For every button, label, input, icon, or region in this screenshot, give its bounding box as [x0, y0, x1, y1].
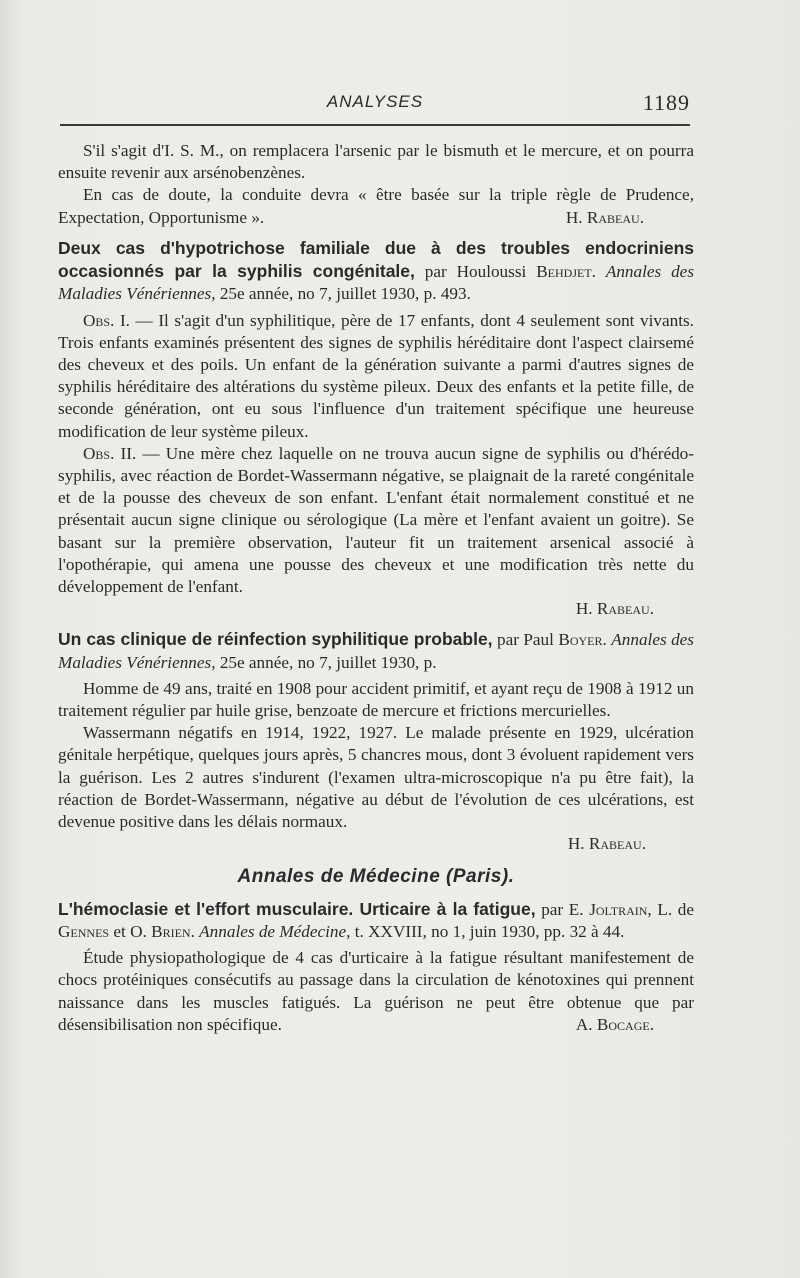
signature: A. Bocage. [575, 1014, 654, 1034]
journal-reference: 25e année, no 7, juillet 1930, p. [215, 652, 437, 672]
section-heading: Annales de Médecine (Paris). [237, 865, 515, 887]
article-title: L'hémoclasie et l'effort musculaire. Urticaire à la fatigue, [58, 898, 536, 919]
signature: H. Rabeau. [575, 599, 654, 619]
article-title: Deux cas d'hypotrichose familiale due à des troubles endocriniens occasionnés par la syphilis congénitale, [58, 238, 694, 282]
body-paragraph: Homme de 49 ans, traité en 1908 pour accident primitif, et ayant reçu de 1908 à 1912 un traitement régulier par huile grise, benzoate de mercure et frictions mercurielles. [58, 678, 694, 721]
author-name: Joltrain, [589, 899, 652, 919]
page-content [58, 140, 694, 1036]
header-rule [60, 124, 690, 126]
intro-paragraph-2: En cas de doute, la conduite devra « être basée sur la triple règle de Prudence, Expectation, Opportunisme ». [58, 185, 694, 227]
article-heading: Deux cas d'hypotrichose familiale due à des troubles endocriniens occasionnés par la syphilis congénitale, par Houloussi Behdjet. Annales des Maladies Vénériennes, 25e année, no 7, juillet 1930, p. 493. [58, 238, 695, 304]
journal-name: Annales des Maladies Vénériennes, [58, 262, 695, 304]
intro-paragraph-1: S'il s'agit d'I. S. M., on remplacera l'arsenic par le bismuth et le mercure, et on pourra ensuite revenir aux arsénobenzènes. [58, 141, 694, 183]
body-paragraph: Wassermann négatifs en 1914, 1922, 1927. Le malade présente en 1929, ulcération génitale herpétique, quelques jours après, 5 chancres mous, dont 3 évoluent rapidement vers la guérison. Les 2 autres s'indurent (l'examen ultra-microscopique n'a pu être fait), la réaction de Bordet-Wassermann, négative au début de l'évolution de ces ulcérations, est devenue positive dans les délais normaux. [58, 723, 694, 832]
page-header [60, 92, 690, 122]
journal-name: Annales de Médecine, [199, 921, 351, 941]
author-name: Boyer. [558, 630, 607, 650]
page-number: 1189 [642, 90, 690, 115]
author-name: Brien. [151, 921, 195, 941]
signature: H. Rabeau. [565, 207, 644, 227]
observation-1: Obs. I. — Il s'agit d'un syphilitique, père de 17 enfants, dont 4 seulement sont vivants. Trois enfants examinés présentent des signes de syphilis héréditaire dont l'aspect clairsemé des cheveux et des poils. Un enfant de la génération suivante a parmi d'autres signes de syphilis héréditaire des altérations du système pileux. Deux des enfants et la petite fille, de seconde génération, ont eu sous l'influence d'un traitement spécifique une heureuse modification de leur système pileux. [58, 310, 694, 441]
running-title: ANALYSES [326, 92, 424, 111]
article-title: Un cas clinique de réinfection syphilitique probable, [58, 629, 493, 650]
author-name: Behdjet [536, 262, 592, 282]
journal-name: Annales des Maladies Vénériennes, [58, 630, 694, 672]
article-heading: L'hémoclasie et l'effort musculaire. Urticaire à la fatigue, par E. Joltrain, L. de Gennes et O. Brien. Annales de Médecine, t. XXVIII, no 1, juin 1930, pp. 32 à 44. [58, 898, 694, 941]
article-heading: Un cas clinique de réinfection syphilitique probable, par Paul Boyer. Annales des Maladies Vénériennes, 25e année, no 7, juillet 1930, p. [58, 629, 694, 672]
author-name: Gennes [58, 921, 110, 941]
journal-reference: 25e année, no 7, juillet 1930, p. 493. [215, 284, 471, 304]
body-paragraph: Étude physiopathologique de 4 cas d'urticaire à la fatigue résultant manifestement de chocs protéiniques consécutifs au passage dans la circulation de kénotoxines qui prennent naissance dans les muscles fatigués. La guérison ne peut être obtenue que par désensibilisation non spécifique. [58, 948, 694, 1034]
observation-2: Obs. II. — Une mère chez laquelle on ne trouva aucun signe de syphilis ou d'hérédo-syphilis, avec réaction de Bordet-Wassermann négative, se plaignait de la rareté congénitale et de la pousse des cheveux de son enfant. L'enfant était normalement constitué et ne présentait aucun signe clinique ou sérologique (La mère et l'enfant avaient un goitre). Se basant sur la première observation, l'auteur fit un traitement arsenical associé à l'opothérapie, qui amena une pousse des cheveux et une modification très nette du développement de l'enfant. [58, 443, 694, 597]
signature: H. Rabeau. [567, 834, 646, 854]
journal-reference: t. XXVIII, no 1, juin 1930, pp. 32 à 44. [350, 921, 625, 941]
